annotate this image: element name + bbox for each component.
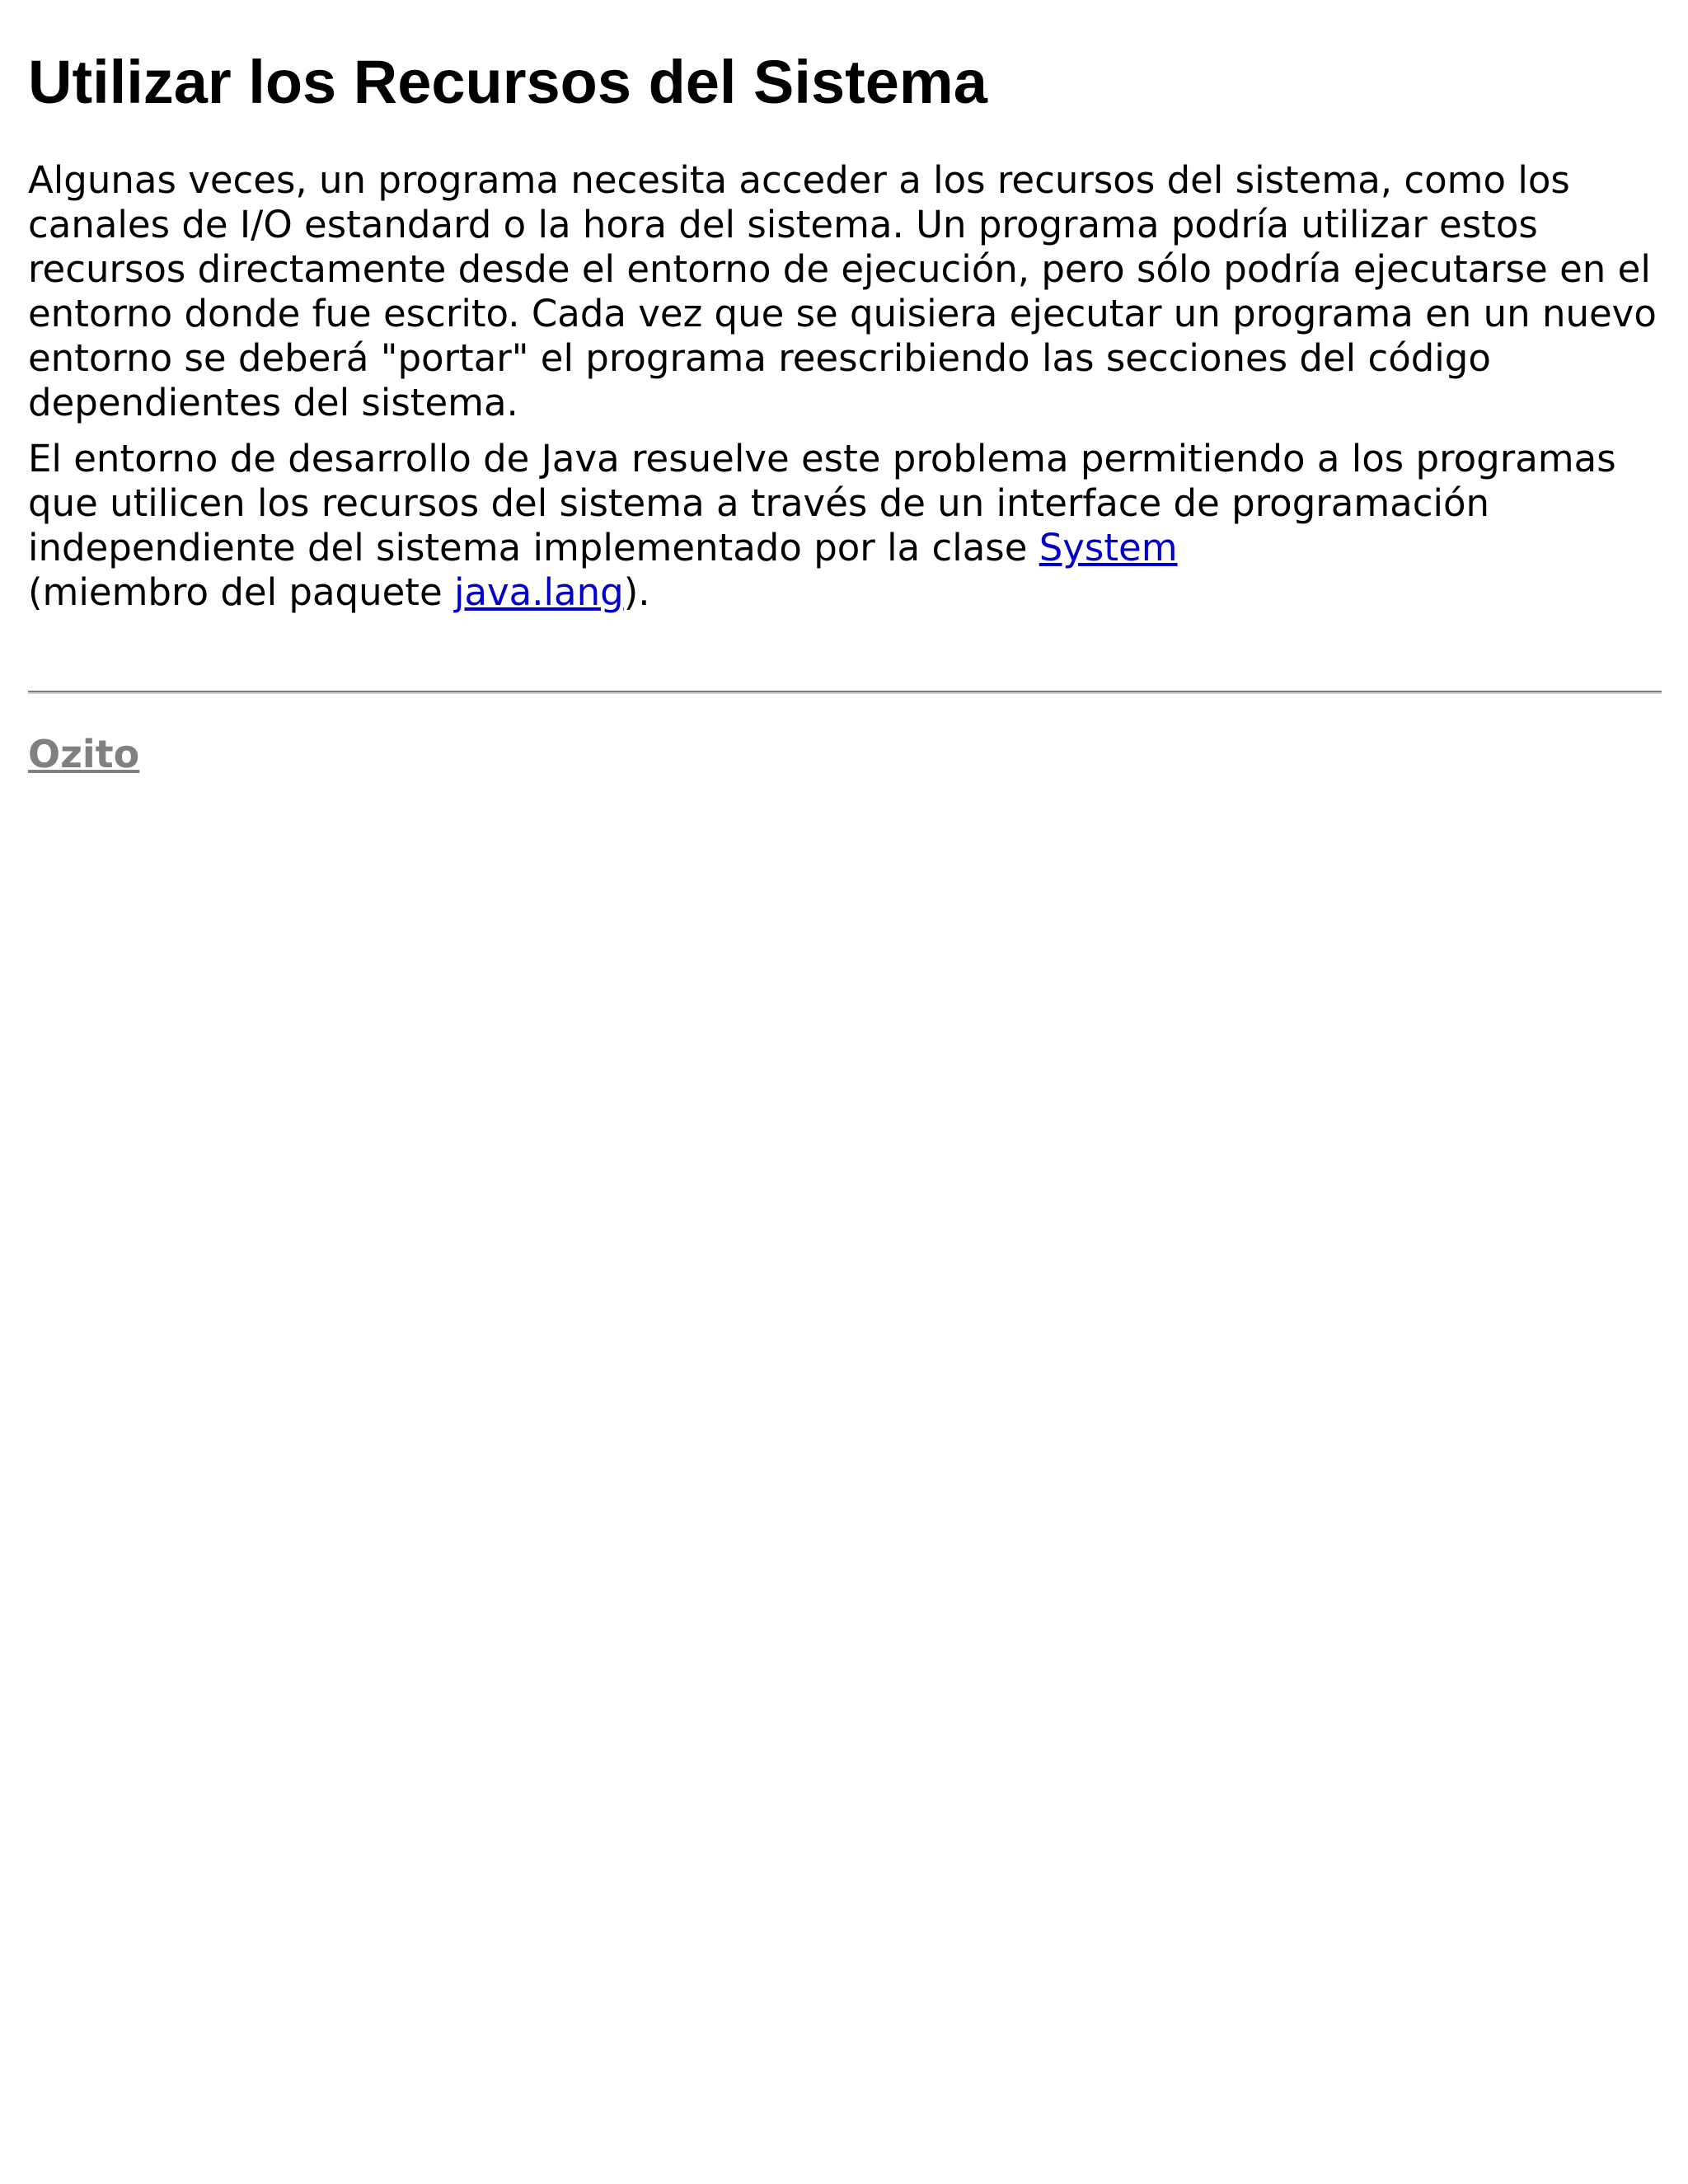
paragraph-intro: Algunas veces, un programa necesita acceder a los recursos del sistema, como los canales de I/O estandard o la hora del sistema. Un programa podría utilizar estos recursos directamente desde el entorno de ejecución, pero sólo podría ejecutarse en el entorno donde fue escrito. Cada vez que se quisiera ejecutar un programa en un nuevo entorno se deberá "portar" el programa reescribiendo las secciones del código dependientes del sistema. xyxy=(28,158,1657,424)
paragraph-java-environment xyxy=(28,437,1660,615)
page-title: Utilizar los Recursos del Sistema xyxy=(28,48,987,116)
horizontal-divider xyxy=(28,691,1662,694)
paragraph-text-before-system: El entorno de desarrollo de Java resuelve este problema permitiendo a los programas que utilicen los recursos del sistema a través de un interface de programación independiente del sistema implementado por la clase xyxy=(28,437,1616,569)
ozito-footer-link[interactable]: Ozito xyxy=(28,732,140,776)
paragraph-text-between: (miembro del paquete xyxy=(28,570,454,614)
document-body xyxy=(28,48,1660,626)
java-lang-package-link[interactable]: java.lang xyxy=(453,570,624,614)
system-class-link[interactable]: System xyxy=(1039,526,1178,569)
paragraph-text-after: ). xyxy=(623,570,650,614)
